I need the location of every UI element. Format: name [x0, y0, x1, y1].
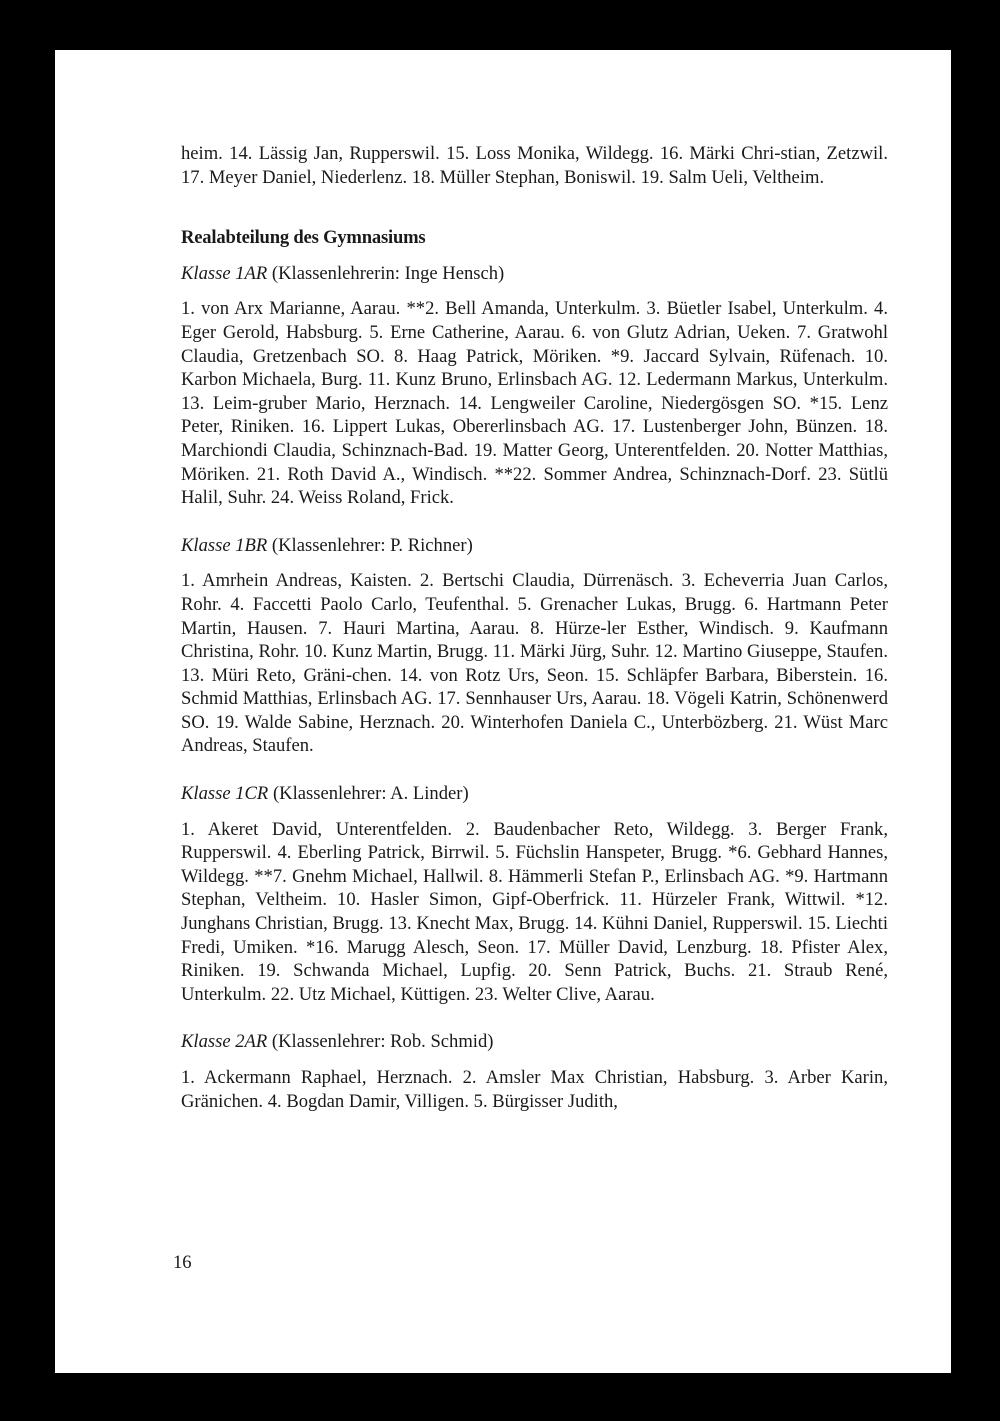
intro-paragraph: heim. 14. Lässig Jan, Rupperswil. 15. Loss Monika, Wildegg. 16. Märki Chri-stian, Zetzwil. 17. Meyer Daniel, Niederlenz. 18. Müller Stephan, Boniswil. 19. Salm Ueli, Veltheim.	[181, 143, 888, 188]
class-name: Klasse 2AR	[181, 1031, 268, 1053]
class-heading-1cr	[181, 782, 888, 806]
student-list-1br: 1. Amrhein Andreas, Kaisten. 2. Bertschi Claudia, Dürrenäsch. 3. Echeverria Juan Carlos, Rohr. 4. Faccetti Paolo Carlo, Teufenthal. 5. Grenacher Lukas, Brugg. 6. Hartmann Peter Martin, Hausen. 7. Hauri Martina, Aarau. 8. Hürze-ler Esther, Windisch. 9. Kaufmann Christina, Rohr. 10. Kunz Martin, Brugg. 11. Märki Jürg, Suhr. 12. Martino Giuseppe, Staufen. 13. Müri Reto, Gräni-chen. 14. von Rotz Urs, Seon. 15. Schläpfer Barbara, Biberstein. 16. Schmid Matthias, Erlinsbach AG. 17. Sennhauser Urs, Aarau. 18. Vögeli Katrin, Schönenwerd SO. 19. Walde Sabine, Herznach. 20. Winterhofen Daniela C., Unterbözberg. 21. Wüst Marc Andreas, Staufen.	[181, 570, 888, 757]
class-teacher: (Klassenlehrer: Rob. Schmid)	[271, 1031, 494, 1053]
class-heading-1br	[181, 534, 888, 558]
class-teacher: (Klassenlehrerin: Inge Hensch)	[271, 262, 505, 284]
class-teacher: (Klassenlehrer: P. Richner)	[271, 534, 473, 556]
student-list-1cr: 1. Akeret David, Unterentfelden. 2. Baudenbacher Reto, Wildegg. 3. Berger Frank, Rupperswil. 4. Eberling Patrick, Birrwil. 5. Füchslin Hanspeter, Brugg. *6. Gebhard Hannes, Wildegg. **7. Gnehm Michael, Hallwil. 8. Hämmerli Stefan P., Erlinsbach AG. *9. Hartmann Stephan, Veltheim. 10. Hasler Simon, Gipf-Oberfrick. 11. Hürzeler Frank, Wittwil. *12. Junghans Christian, Brugg. 13. Knecht Max, Brugg. 14. Kühni Daniel, Rupperswil. 15. Liechti Fredi, Umiken. *16. Marugg Alesch, Seon. 17. Müller David, Lenzburg. 18. Pfister Alex, Riniken. 19. Schwanda Michael, Lupfig. 20. Senn Patrick, Buchs. 21. Straub René, Unterkulm. 22. Utz Michael, Küttigen. 23. Welter Clive, Aarau.	[181, 818, 888, 1005]
document-page	[55, 50, 951, 1373]
page-content	[181, 142, 888, 1113]
section-heading: Realabteilung des Gymnasiums	[181, 227, 426, 249]
student-list-1ar: 1. von Arx Marianne, Aarau. **2. Bell Amanda, Unterkulm. 3. Büetler Isabel, Unterkulm. 4. Eger Gerold, Habsburg. 5. Erne Catherine, Aarau. 6. von Glutz Adrian, Ueken. 7. Gratwohl Claudia, Gretzenbach SO. 8. Haag Patrick, Möriken. *9. Jaccard Sylvain, Rüfenach. 10. Karbon Michaela, Burg. 11. Kunz Bruno, Erlinsbach AG. 12. Ledermann Markus, Unterkulm. 13. Leim-gruber Mario, Herznach. 14. Lengweiler Caroline, Niedergösgen SO. *15. Lenz Peter, Riniken. 16. Lippert Lukas, Obererlinsbach AG. 17. Lustenberger John, Bünzen. 18. Marchiondi Claudia, Schinznach-Bad. 19. Matter Georg, Unterentfelden. 20. Notter Matthias, Möriken. 21. Roth David A., Windisch. **22. Sommer Andrea, Schinznach-Dorf. 23. Sütlü Halil, Suhr. 24. Weiss Roland, Frick.	[181, 298, 888, 509]
class-teacher: (Klassenlehrer: A. Linder)	[272, 783, 469, 805]
class-heading-1ar	[181, 262, 888, 286]
page-number: 16	[173, 1252, 192, 1273]
class-name: Klasse 1BR	[181, 534, 268, 556]
student-list-2ar: 1. Ackermann Raphael, Herznach. 2. Amsler Max Christian, Habsburg. 3. Arber Karin, Gränichen. 4. Bogdan Damir, Villigen. 5. Bürgisser Judith,	[181, 1067, 888, 1112]
class-heading-2ar	[181, 1030, 888, 1054]
class-name: Klasse 1AR	[181, 262, 268, 284]
class-name: Klasse 1CR	[181, 783, 269, 805]
